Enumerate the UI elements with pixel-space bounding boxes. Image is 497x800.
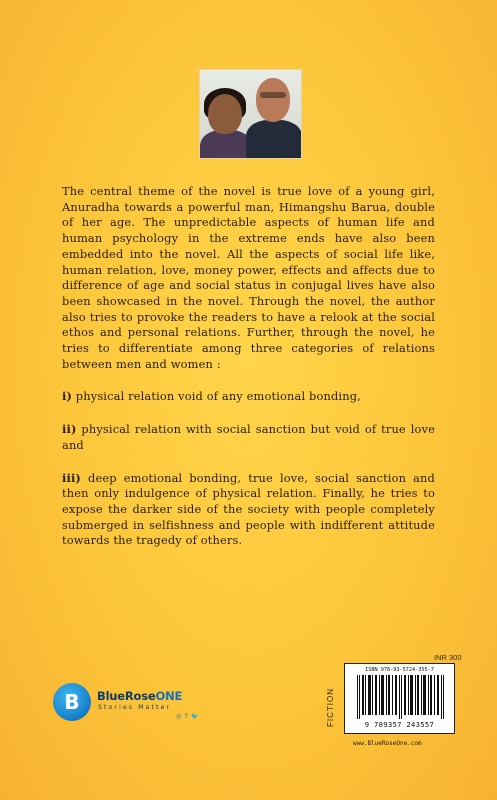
bluerose-logo-icon: B bbox=[53, 683, 91, 721]
blurb-item-2 bbox=[62, 422, 435, 453]
item-text: physical relation void of any emotional bonding, bbox=[72, 389, 361, 404]
barcode-bars bbox=[357, 675, 445, 719]
isbn-barcode bbox=[344, 663, 455, 734]
item-marker: iii) bbox=[62, 470, 81, 485]
genre-label: FICTION bbox=[326, 688, 335, 727]
item-marker: ii) bbox=[62, 422, 77, 437]
man-face bbox=[256, 78, 290, 122]
blurb-item-3 bbox=[62, 471, 435, 550]
blurb-paragraph: The central theme of the novel is true love of a young girl, Anuradha towards a powerful man, Himangshu Barua, double of her age. The unpredictable aspects of human life and human psychology in the extreme ends have also been embedded into the novel. All the aspects of social life like, human relation, love, money power, effects and affects due to difference of age and social status in conjugal lives have also been showcased in the novel. Through the novel, the author also tries to provoke the readers to have a relook at the social ethos and personal relations. Further, through the novel, he tries to differentiate among three categories of relations between men and women : bbox=[62, 184, 435, 371]
blurb-item-1 bbox=[62, 389, 435, 405]
author-photo bbox=[199, 69, 302, 159]
woman-figure bbox=[200, 130, 252, 159]
item-text: deep emotional bonding, true love, social sanction and then only indulgence of physical relation. Finally, he tries to expose the darker side of the society with people completely submerged in selfishness and people with indifferent attitude towards the tragedy of others. bbox=[62, 470, 435, 548]
publisher-tagline: Stories Matter bbox=[98, 704, 172, 711]
woman-face bbox=[208, 94, 242, 134]
publisher-name-main: BlueRose bbox=[97, 689, 156, 703]
social-icons: ◎ f 🐦 bbox=[176, 713, 200, 720]
publisher-name-one: ONE bbox=[155, 689, 183, 703]
man-glasses bbox=[260, 92, 286, 98]
item-text: physical relation with social sanction but void of true love and bbox=[62, 422, 435, 452]
back-cover-blurb bbox=[62, 184, 435, 566]
publisher-name bbox=[97, 689, 182, 703]
publisher-website: www.BlueRoseOne.com bbox=[353, 740, 422, 747]
publisher-logo bbox=[53, 683, 253, 723]
man-figure bbox=[246, 120, 302, 159]
isbn-digits: 9 789357 243557 bbox=[364, 720, 435, 729]
isbn-text: ISBN 978-93-5724-355-7 bbox=[365, 667, 434, 673]
price-label: INR 300 bbox=[434, 653, 462, 662]
item-marker: i) bbox=[62, 389, 73, 404]
